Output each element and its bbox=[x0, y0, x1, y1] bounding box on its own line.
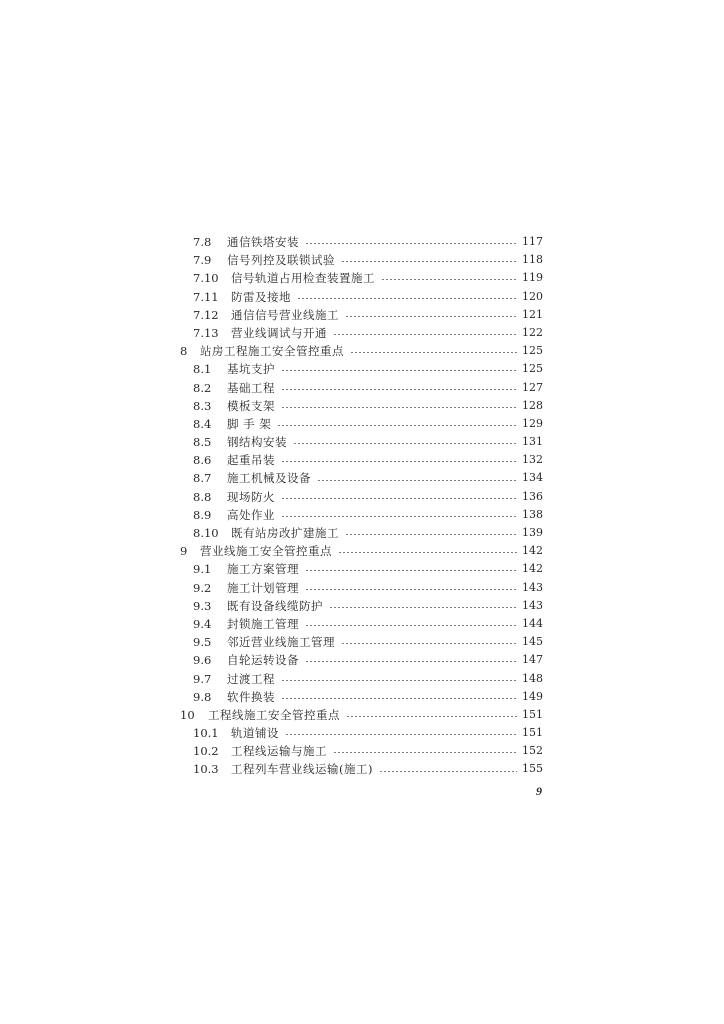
toc-section-entry[interactable] bbox=[180, 760, 542, 778]
toc-entry-page: 117 bbox=[522, 235, 543, 248]
dot-leader bbox=[285, 734, 517, 735]
toc-section-entry[interactable] bbox=[180, 306, 542, 324]
toc-section-entry[interactable] bbox=[180, 633, 542, 651]
toc-entry-title: 防雷及接地 bbox=[231, 289, 291, 304]
toc-entry-title: 高处作业 bbox=[227, 507, 275, 522]
toc-entry-number: 7.11 bbox=[193, 289, 219, 304]
toc-entry-number: 8.10 bbox=[193, 526, 219, 540]
toc-entry-number: 9.3 bbox=[193, 598, 212, 613]
toc-entry-title: 工程线施工安全管控重点 bbox=[208, 707, 340, 722]
toc-entry-page: 120 bbox=[522, 289, 543, 303]
dot-leader bbox=[333, 752, 517, 753]
toc-chapter-entry[interactable] bbox=[180, 342, 542, 360]
toc-entry-page: 147 bbox=[522, 653, 543, 667]
toc-entry-number: 9.1 bbox=[193, 562, 212, 577]
toc-entry-page: 118 bbox=[522, 253, 543, 267]
toc-section-entry[interactable] bbox=[180, 379, 542, 397]
toc-entry-number: 10.1 bbox=[193, 726, 219, 741]
dot-leader bbox=[350, 352, 517, 353]
toc-section-entry[interactable] bbox=[180, 579, 542, 597]
toc-section-entry[interactable] bbox=[180, 251, 542, 269]
toc-entry-number: 9.6 bbox=[193, 653, 212, 668]
toc-entry-number: 8.4 bbox=[193, 416, 212, 431]
dot-leader bbox=[281, 680, 517, 681]
toc-section-entry[interactable] bbox=[180, 451, 542, 469]
toc-entry-page: 149 bbox=[522, 689, 543, 703]
toc-section-entry[interactable] bbox=[180, 597, 542, 615]
toc-section-entry[interactable] bbox=[180, 670, 542, 688]
toc-section-entry[interactable] bbox=[180, 742, 542, 760]
toc-entry-number: 8.9 bbox=[193, 507, 212, 522]
toc-entry-number: 8.8 bbox=[193, 489, 212, 504]
toc-entry-page: 134 bbox=[522, 471, 543, 485]
toc-entry-number: 7.8 bbox=[193, 235, 212, 249]
toc-entry-title: 站房工程施工安全管控重点 bbox=[200, 344, 344, 359]
dot-leader bbox=[281, 498, 517, 499]
toc-section-entry[interactable] bbox=[180, 524, 542, 542]
toc-entry-title: 钢结构安装 bbox=[227, 435, 287, 450]
toc-entry-title: 通信信号营业线施工 bbox=[231, 307, 339, 322]
toc-section-entry[interactable] bbox=[180, 469, 542, 487]
toc-section-entry[interactable] bbox=[180, 506, 542, 524]
toc-entry-title: 邻近营业线施工管理 bbox=[227, 635, 335, 650]
toc-entry-title: 营业线施工安全管控重点 bbox=[200, 544, 332, 559]
dot-leader bbox=[317, 480, 517, 481]
toc-section-entry[interactable] bbox=[180, 433, 542, 451]
toc-entry-title: 工程列车营业线运输(施工) bbox=[231, 762, 373, 777]
toc-entry-page: 125 bbox=[522, 344, 543, 358]
dot-leader bbox=[305, 625, 517, 626]
toc-section-entry[interactable] bbox=[180, 288, 542, 306]
dot-leader bbox=[346, 716, 517, 717]
toc-section-entry[interactable] bbox=[180, 415, 542, 433]
toc-entry-title: 过渡工程 bbox=[227, 671, 275, 686]
toc-entry-number: 8.2 bbox=[193, 380, 212, 395]
toc-entry-number: 7.9 bbox=[193, 253, 212, 268]
toc-entry-page: 139 bbox=[522, 526, 543, 539]
toc-entry-title: 既有站房改扩建施工 bbox=[231, 526, 339, 540]
toc-entry-title: 信号列控及联锁试验 bbox=[227, 253, 335, 268]
toc-entry-title: 模板支架 bbox=[227, 398, 275, 413]
dot-leader bbox=[305, 570, 517, 571]
toc-entry-title: 自轮运转设备 bbox=[227, 653, 299, 668]
toc-entry-page: 142 bbox=[522, 562, 543, 576]
toc-section-entry[interactable] bbox=[180, 324, 542, 342]
toc-entry-page: 136 bbox=[522, 489, 543, 503]
dot-leader bbox=[281, 407, 517, 408]
toc-entry-page: 142 bbox=[522, 544, 543, 558]
toc-entry-title: 起重吊装 bbox=[227, 453, 275, 468]
toc-section-entry[interactable] bbox=[180, 269, 542, 287]
toc-entry-page: 128 bbox=[522, 398, 543, 412]
toc-entry-page: 145 bbox=[522, 635, 543, 649]
dot-leader bbox=[297, 298, 517, 299]
dot-leader bbox=[281, 389, 517, 390]
dot-leader bbox=[329, 607, 517, 608]
dot-leader bbox=[305, 661, 517, 662]
dot-leader bbox=[345, 534, 517, 535]
dot-leader bbox=[338, 552, 517, 553]
toc-entry-page: 148 bbox=[522, 671, 543, 685]
toc-entry-page: 122 bbox=[522, 325, 543, 339]
toc-entry-number: 10.3 bbox=[193, 762, 219, 777]
toc-entry-title: 既有设备线缆防护 bbox=[227, 598, 323, 613]
toc-entry-page: 127 bbox=[522, 380, 543, 394]
toc-entry-page: 144 bbox=[522, 616, 543, 630]
dot-leader bbox=[281, 461, 517, 462]
dot-leader bbox=[293, 443, 517, 444]
toc-entry-title: 软件换装 bbox=[227, 689, 275, 704]
toc-entry-page: 125 bbox=[522, 362, 543, 376]
toc-entry-number: 8 bbox=[180, 344, 188, 359]
toc-entry-number: 9 bbox=[180, 544, 188, 559]
toc-section-entry[interactable] bbox=[180, 233, 542, 251]
toc-entry-title: 脚 手 架 bbox=[227, 416, 272, 431]
toc-entry-number: 8.1 bbox=[193, 362, 212, 377]
toc-entry-page: 143 bbox=[522, 580, 543, 594]
toc-entry-page: 151 bbox=[522, 707, 543, 721]
toc-entry-page: 138 bbox=[522, 507, 543, 521]
toc-section-entry[interactable] bbox=[180, 724, 542, 742]
dot-leader bbox=[281, 698, 517, 699]
toc-chapter-entry[interactable] bbox=[180, 542, 542, 560]
toc-entry-page: 132 bbox=[522, 453, 543, 467]
toc-entry-number: 7.12 bbox=[193, 307, 219, 322]
dot-leader bbox=[341, 261, 517, 262]
page-number: 9 bbox=[536, 784, 542, 798]
toc-entry-title: 基础工程 bbox=[227, 380, 275, 395]
toc-entry-number: 10 bbox=[180, 707, 195, 722]
toc-entry-title: 封锁施工管理 bbox=[227, 616, 299, 631]
dot-leader bbox=[305, 243, 517, 244]
toc-entry-number: 8.3 bbox=[193, 398, 212, 413]
toc-section-entry[interactable] bbox=[180, 488, 542, 506]
toc-section-entry[interactable] bbox=[180, 615, 542, 633]
toc-entry-number: 10.2 bbox=[193, 744, 219, 759]
dot-leader bbox=[381, 279, 517, 280]
toc-entry-number: 9.2 bbox=[193, 580, 212, 595]
toc-entry-title: 施工机械及设备 bbox=[227, 471, 311, 486]
toc-entry-title: 轨道铺设 bbox=[231, 726, 279, 741]
toc-entry-number: 8.6 bbox=[193, 453, 212, 468]
toc-entry-page: 129 bbox=[522, 416, 543, 430]
toc-section-entry[interactable] bbox=[180, 688, 542, 706]
toc-section-entry[interactable] bbox=[180, 397, 542, 415]
toc-entry-page: 152 bbox=[522, 744, 543, 758]
toc-entry-number: 9.7 bbox=[193, 671, 212, 686]
toc-chapter-entry[interactable] bbox=[180, 706, 542, 724]
dot-leader bbox=[341, 643, 517, 644]
toc-entry-page: 131 bbox=[522, 435, 543, 449]
toc-entry-title: 信号轨道占用检查装置施工 bbox=[231, 271, 375, 286]
dot-leader bbox=[277, 425, 517, 426]
toc-entry-number: 9.5 bbox=[193, 635, 212, 650]
dot-leader bbox=[379, 771, 517, 772]
toc-entry-number: 9.4 bbox=[193, 616, 212, 631]
toc-section-entry[interactable] bbox=[180, 560, 542, 578]
toc-entry-number: 8.7 bbox=[193, 471, 212, 486]
toc-entry-number: 7.10 bbox=[193, 271, 219, 286]
toc-entry-page: 151 bbox=[522, 726, 543, 740]
toc-section-entry[interactable] bbox=[180, 360, 542, 378]
toc-entry-title: 施工计划管理 bbox=[227, 580, 299, 595]
table-of-contents bbox=[180, 233, 542, 779]
toc-entry-page: 119 bbox=[522, 271, 543, 285]
toc-section-entry[interactable] bbox=[180, 651, 542, 669]
dot-leader bbox=[305, 589, 517, 590]
toc-entry-page: 155 bbox=[522, 762, 543, 776]
toc-entry-number: 7.13 bbox=[193, 325, 219, 340]
toc-entry-number: 9.8 bbox=[193, 689, 212, 704]
toc-entry-page: 121 bbox=[522, 307, 543, 321]
toc-entry-title: 基坑支护 bbox=[227, 362, 275, 377]
toc-entry-title: 工程线运输与施工 bbox=[231, 744, 327, 759]
dot-leader bbox=[281, 370, 517, 371]
dot-leader bbox=[333, 334, 517, 335]
toc-entry-title: 施工方案管理 bbox=[227, 562, 299, 577]
toc-entry-title: 现场防火 bbox=[227, 489, 275, 504]
toc-entry-number: 8.5 bbox=[193, 435, 212, 450]
toc-entry-title: 通信铁塔安装 bbox=[227, 235, 299, 249]
toc-entry-page: 143 bbox=[522, 598, 543, 612]
dot-leader bbox=[281, 516, 517, 517]
toc-entry-title: 营业线调试与开通 bbox=[231, 325, 327, 340]
dot-leader bbox=[345, 316, 517, 317]
